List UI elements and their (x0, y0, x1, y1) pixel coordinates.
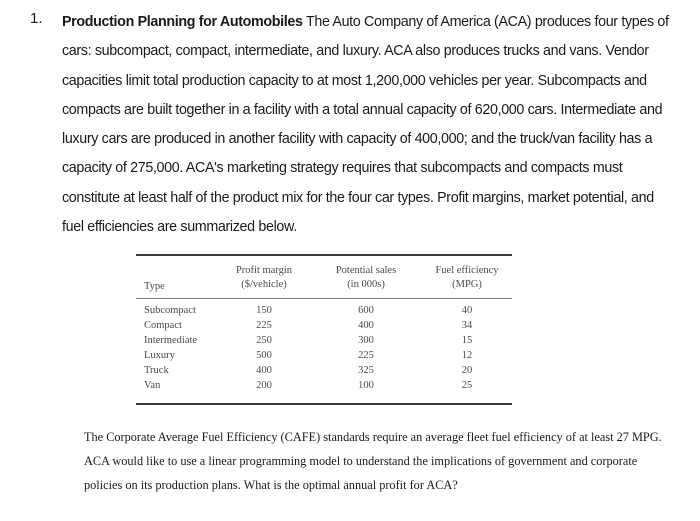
problem-body: The Auto Company of America (ACA) produces four types of cars: subcompact, compact, intermediate, and luxury. ACA also produces trucks and vans. Vendor capacities limit total production capacity to at most 1,200,000 vehicles per year. Subcompacts and compacts are built together in a facility with a total annual capacity of 620,000 cars. Intermediate and luxury cars are produced in another facility with capacity of 400,000; and the truck/van facility has a capacity of 275,000. ACA's marketing strategy requires that subcompacts and compacts must constitute at least half of the product mix for the four car types. Profit margins, market potential, and fuel efficiencies are summarized below. (62, 14, 669, 236)
table-body (136, 303, 512, 393)
table-row (136, 318, 512, 333)
table-row (136, 348, 512, 363)
cell-sales: 300 (358, 335, 374, 346)
header-potential-sales (326, 264, 406, 292)
problem-statement (62, 8, 674, 242)
cell-sales: 100 (358, 380, 374, 391)
cell-mpg: 15 (461, 335, 473, 346)
cell-type: Truck (144, 365, 169, 376)
problem-number: 1. (30, 10, 43, 27)
header-fuel-line2: (MPG) (452, 279, 482, 290)
cell-mpg: 40 (461, 305, 473, 316)
cell-profit: 200 (256, 380, 272, 391)
header-profit-margin (224, 264, 304, 292)
table-row (136, 303, 512, 318)
cell-mpg: 34 (461, 320, 473, 331)
cell-sales: 600 (358, 305, 374, 316)
cell-profit: 150 (256, 305, 272, 316)
cell-mpg: 12 (461, 350, 473, 361)
cell-profit: 500 (256, 350, 272, 361)
header-fuel-efficiency (422, 264, 512, 292)
cell-profit: 225 (256, 320, 272, 331)
problem-title: Production Planning for Automobiles (62, 14, 303, 30)
table-top-rule (136, 254, 512, 256)
cell-type: Luxury (144, 350, 175, 361)
header-fuel-line1: Fuel efficiency (435, 265, 499, 276)
problem-question: The Corporate Average Fuel Efficiency (CAFE) standards require an average fleet fuel efficiency of at least 27 MPG. ACA would like to use a linear programming model to understand the implications of government and corporate policies on its production plans. What is the optimal annual profit for ACA? (84, 430, 662, 492)
header-sales-line2: (in 000s) (347, 279, 385, 290)
table-row (136, 378, 512, 393)
header-sales-line1: Potential sales (335, 265, 397, 276)
header-type: Type (144, 281, 165, 292)
table-row (136, 333, 512, 348)
cell-mpg: 25 (461, 380, 473, 391)
cell-sales: 400 (358, 320, 374, 331)
cell-profit: 250 (256, 335, 272, 346)
table-header-rule (136, 298, 512, 299)
cell-type: Van (144, 380, 161, 391)
header-profit-line2: ($/vehicle) (241, 279, 287, 290)
cell-type: Compact (144, 320, 182, 331)
cell-type: Intermediate (144, 335, 198, 346)
header-profit-line1: Profit margin (235, 265, 293, 276)
cell-profit: 400 (256, 365, 272, 376)
cell-type: Subcompact (144, 305, 196, 316)
cell-mpg: 20 (461, 365, 473, 376)
table-row (136, 363, 512, 378)
table-bottom-rule (136, 403, 512, 405)
cell-sales: 225 (358, 350, 374, 361)
cell-sales: 325 (358, 365, 374, 376)
